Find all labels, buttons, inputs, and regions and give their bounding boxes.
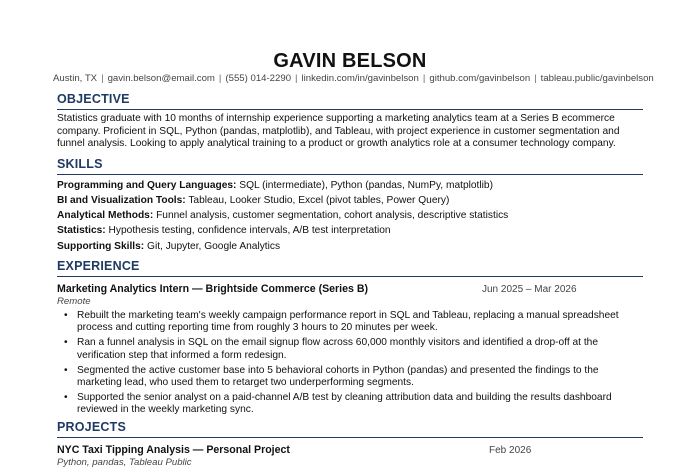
skill-row [57, 194, 643, 207]
candidate-name: GAVIN BELSON [273, 50, 427, 72]
project-tools: Python, pandas, Tableau Public [57, 457, 192, 468]
skill-value: Funnel analysis, customer segmentation, cohort analysis, descriptive statistics [156, 210, 509, 221]
bullet-icon: • [64, 310, 68, 321]
bullet-text: Segmented the active customer base into 5 behavioral cohorts in Python (pandas) and presented the findings to the marketing lead, who used them to retarget two underperforming segments. [77, 364, 599, 389]
section-title-experience: EXPERIENCE [57, 259, 643, 277]
job-title: Marketing Analytics Intern — Brightside Commerce (Series B) [57, 283, 369, 295]
contact-line [53, 73, 654, 84]
list-item [57, 337, 643, 362]
job-dates: Jun 2025 – Mar 2026 [482, 284, 577, 295]
skill-row [57, 179, 643, 192]
skill-label: BI and Visualization Tools: [57, 195, 186, 206]
bullet-icon: • [64, 364, 68, 376]
bullet-text: Rebuilt the marketing team's weekly campaign performance report in SQL and Tableau, replacing a manual spreadsheet process and cutting reporting time from roughly 3 hours to 20 minutes per week. [77, 310, 619, 334]
project-title: NYC Taxi Tipping Analysis — Personal Project [57, 444, 290, 456]
project-date: Feb 2026 [489, 445, 532, 456]
section-title-skills: SKILLS [57, 157, 643, 175]
objective-text: Statistics graduate with 10 months of internship experience supporting a marketing analytics team at a Series B ecommerce company. Proficient in SQL, Python (pandas, matplotlib), and Tableau, with project experience in customer segmentation and funnel analysis. Looking to apply analytical training to a product or growth analytics role at a consumer technology company. [57, 113, 620, 149]
contact-email[interactable]: gavin.belson@email.com [107, 73, 215, 84]
skill-value: Git, Jupyter, Google Analytics [147, 241, 281, 252]
bullet-text: Ran a funnel analysis in SQL on the email signup flow across 60,000 monthly visitors and identified a drop-off at the verification step that informed a form redesign. [77, 337, 598, 361]
contact-linkedin[interactable]: linkedin.com/in/gavinbelson [301, 73, 419, 84]
skill-value: Hypothesis testing, confidence intervals, A/B test interpretation [108, 225, 391, 236]
contact-separator: | [422, 73, 426, 84]
contact-separator: | [295, 73, 298, 84]
contact-tableau[interactable]: tableau.public/gavinbelson [540, 73, 654, 84]
job-location: Remote [57, 296, 91, 307]
skill-label: Programming and Query Languages: [57, 180, 237, 191]
contact-location: Austin, TX [53, 73, 98, 84]
skill-label: Supporting Skills: [57, 241, 145, 252]
bullet-icon: • [64, 391, 68, 403]
contact-separator: | [101, 73, 104, 84]
contact-phone[interactable]: (555) 014-2290 [225, 73, 292, 84]
skill-value: Tableau, Looker Studio, Excel (pivot tables, Power Query) [188, 195, 450, 206]
contact-separator: | [218, 73, 222, 84]
bullet-text: Supported the senior analyst on a paid-channel A/B test by cleaning attribution data and building the results dashboard reviewed in the weekly marketing sync. [77, 391, 612, 416]
skill-label: Analytical Methods: [57, 210, 154, 221]
list-item [57, 365, 643, 390]
contact-github[interactable]: github.com/gavinbelson [429, 73, 531, 84]
skill-row [57, 240, 643, 253]
skill-label: Statistics: [57, 225, 106, 236]
bullet-icon: • [64, 337, 68, 349]
skill-value: SQL (intermediate), Python (pandas, NumPy, matplotlib) [239, 180, 493, 191]
skill-row [57, 224, 643, 237]
list-item [57, 310, 643, 335]
list-item [57, 392, 643, 417]
section-title-objective: OBJECTIVE [57, 92, 643, 110]
section-title-projects: PROJECTS [57, 420, 643, 438]
job-bullets [57, 310, 643, 419]
skill-row [57, 209, 643, 222]
contact-separator: | [534, 73, 537, 84]
